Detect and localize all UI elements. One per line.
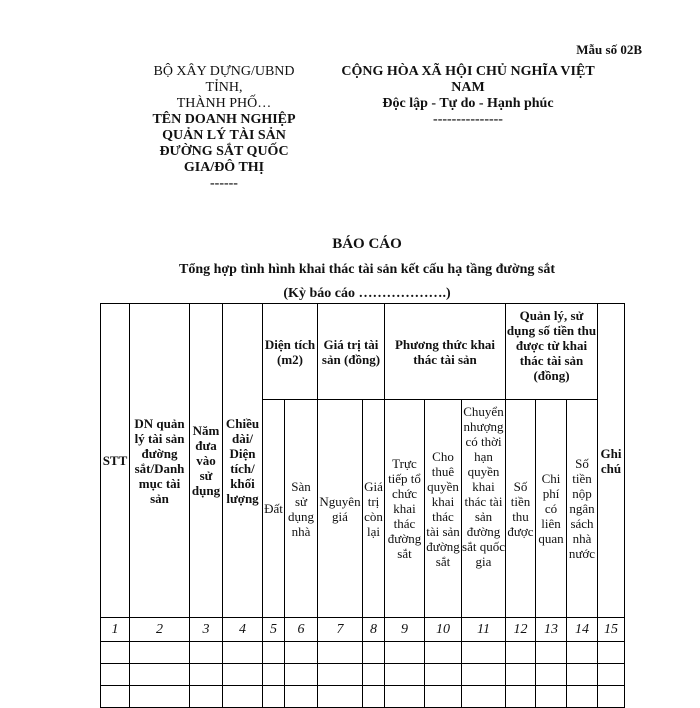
- table-cell: [263, 686, 285, 708]
- column-number-row: [101, 618, 625, 642]
- column-number: 1: [101, 618, 130, 642]
- table-cell: [536, 642, 567, 664]
- column-number: 3: [190, 618, 223, 642]
- table-cell: [101, 686, 130, 708]
- table-cell: [536, 664, 567, 686]
- table-cell: [462, 664, 506, 686]
- enterprise-line: QUẢN LÝ TÀI SẢN: [162, 128, 286, 143]
- table-cell: [506, 686, 536, 708]
- table-cell: [598, 642, 625, 664]
- table-cell: [425, 664, 462, 686]
- col-header-expenses: Chi phí có liên quan: [536, 400, 567, 618]
- col-header-value-group: Giá trị tài sản (đồng): [318, 304, 385, 400]
- report-period: (Kỳ báo cáo ……………….): [283, 286, 451, 301]
- table-cell: [567, 664, 598, 686]
- column-number: 14: [567, 618, 598, 642]
- col-header-enterprise: DN quản lý tài sản đường sắt/Danh mục tài sản: [130, 304, 190, 618]
- column-number: 6: [285, 618, 318, 642]
- table-cell: [462, 642, 506, 664]
- table-cell: [190, 664, 223, 686]
- motto-divider: ---------------: [433, 112, 503, 127]
- column-number: 10: [425, 618, 462, 642]
- col-header-lease: Cho thuê quyền khai thác tài sản đường sắt: [425, 400, 462, 618]
- column-number: 9: [385, 618, 425, 642]
- table-cell: [263, 642, 285, 664]
- table-cell: [567, 686, 598, 708]
- enterprise-line: GIA/ĐÔ THỊ: [183, 160, 265, 175]
- col-header-collected: Số tiền thu được: [506, 400, 536, 618]
- col-header-budget: Số tiền nộp ngân sách nhà nước: [567, 400, 598, 618]
- ministry-line: THÀNH PHỐ…: [176, 96, 272, 111]
- table-cell: [506, 664, 536, 686]
- column-number: 4: [223, 618, 263, 642]
- table-cell: [318, 664, 363, 686]
- table-cell: [385, 686, 425, 708]
- table-cell: [130, 664, 190, 686]
- table-cell: [223, 664, 263, 686]
- column-number: 11: [462, 618, 506, 642]
- table-row: [101, 642, 625, 664]
- table-cell: [101, 642, 130, 664]
- table-cell: [190, 686, 223, 708]
- table-cell: [363, 686, 385, 708]
- table-cell: [318, 642, 363, 664]
- report-subtitle: Tổng hợp tình hình khai thác tài sản kết cấu hạ tầng đường sắt: [179, 262, 555, 277]
- col-header-proceeds-group: Quản lý, sử dụng số tiền thu được từ khai thác tài sản (đồng): [506, 304, 598, 400]
- col-header-remaining: Giá trị còn lại: [363, 400, 385, 618]
- column-number: 8: [363, 618, 385, 642]
- col-header-notes: Ghi chú: [598, 304, 625, 618]
- table-cell: [462, 686, 506, 708]
- country-name-line: NAM: [451, 80, 485, 95]
- table-cell: [285, 642, 318, 664]
- col-header-size: Chiều dài/ Diện tích/ khối lượng: [223, 304, 263, 618]
- col-header-method-group: Phương thức khai thác tài sản: [385, 304, 506, 400]
- column-number: 2: [130, 618, 190, 642]
- col-header-area-group: Diện tích (m2): [263, 304, 318, 400]
- col-header-transfer: Chuyển nhượng có thời hạn quyền khai thác tài sản đường sắt quốc gia: [462, 400, 506, 618]
- table-cell: [598, 664, 625, 686]
- report-title: BÁO CÁO: [332, 236, 402, 252]
- table-cell: [318, 686, 363, 708]
- col-header-original: Nguyên giá: [318, 400, 363, 618]
- form-number: Mẫu số 02B: [576, 42, 642, 57]
- issuer-divider: ------: [210, 176, 238, 191]
- ministry-line: BỘ XÂY DỰNG/UBND: [153, 64, 295, 79]
- table-cell: [130, 686, 190, 708]
- table-cell: [223, 686, 263, 708]
- column-number: 5: [263, 618, 285, 642]
- table-cell: [506, 642, 536, 664]
- column-number: 13: [536, 618, 567, 642]
- table-cell: [285, 686, 318, 708]
- table-cell: [130, 642, 190, 664]
- country-name-line: CỘNG HÒA XÃ HỘI CHỦ NGHĨA VIỆT: [341, 64, 595, 79]
- table-cell: [190, 642, 223, 664]
- enterprise-line: TÊN DOANH NGHIỆP: [152, 112, 296, 127]
- enterprise-line: ĐƯỜNG SẮT QUỐC: [159, 144, 289, 159]
- col-header-year: Năm đưa vào sử dụng: [190, 304, 223, 618]
- column-number: 7: [318, 618, 363, 642]
- national-header: [318, 64, 618, 128]
- table-cell: [263, 664, 285, 686]
- national-motto: Độc lập - Tự do - Hạnh phúc: [382, 96, 554, 111]
- table-cell: [385, 664, 425, 686]
- column-number: 12: [506, 618, 536, 642]
- table-cell: [363, 642, 385, 664]
- col-header-stt: STT: [101, 304, 130, 618]
- col-header-floor: Sàn sử dụng nhà: [285, 400, 318, 618]
- column-number: 15: [598, 618, 625, 642]
- table-row: [101, 664, 625, 686]
- issuer-block: [104, 64, 344, 192]
- table-cell: [101, 664, 130, 686]
- table-cell: [285, 664, 318, 686]
- table-cell: [223, 642, 263, 664]
- table-cell: [425, 686, 462, 708]
- table-cell: [598, 686, 625, 708]
- table-cell: [536, 686, 567, 708]
- table-cell: [425, 642, 462, 664]
- col-header-land: Đất: [263, 400, 285, 618]
- ministry-line: TỈNH,: [205, 80, 243, 95]
- table-row: [101, 686, 625, 708]
- table-cell: [363, 664, 385, 686]
- report-table: [100, 303, 625, 708]
- table-cell: [567, 642, 598, 664]
- table-cell: [385, 642, 425, 664]
- col-header-direct: Trực tiếp tổ chức khai thác đường sắt: [385, 400, 425, 618]
